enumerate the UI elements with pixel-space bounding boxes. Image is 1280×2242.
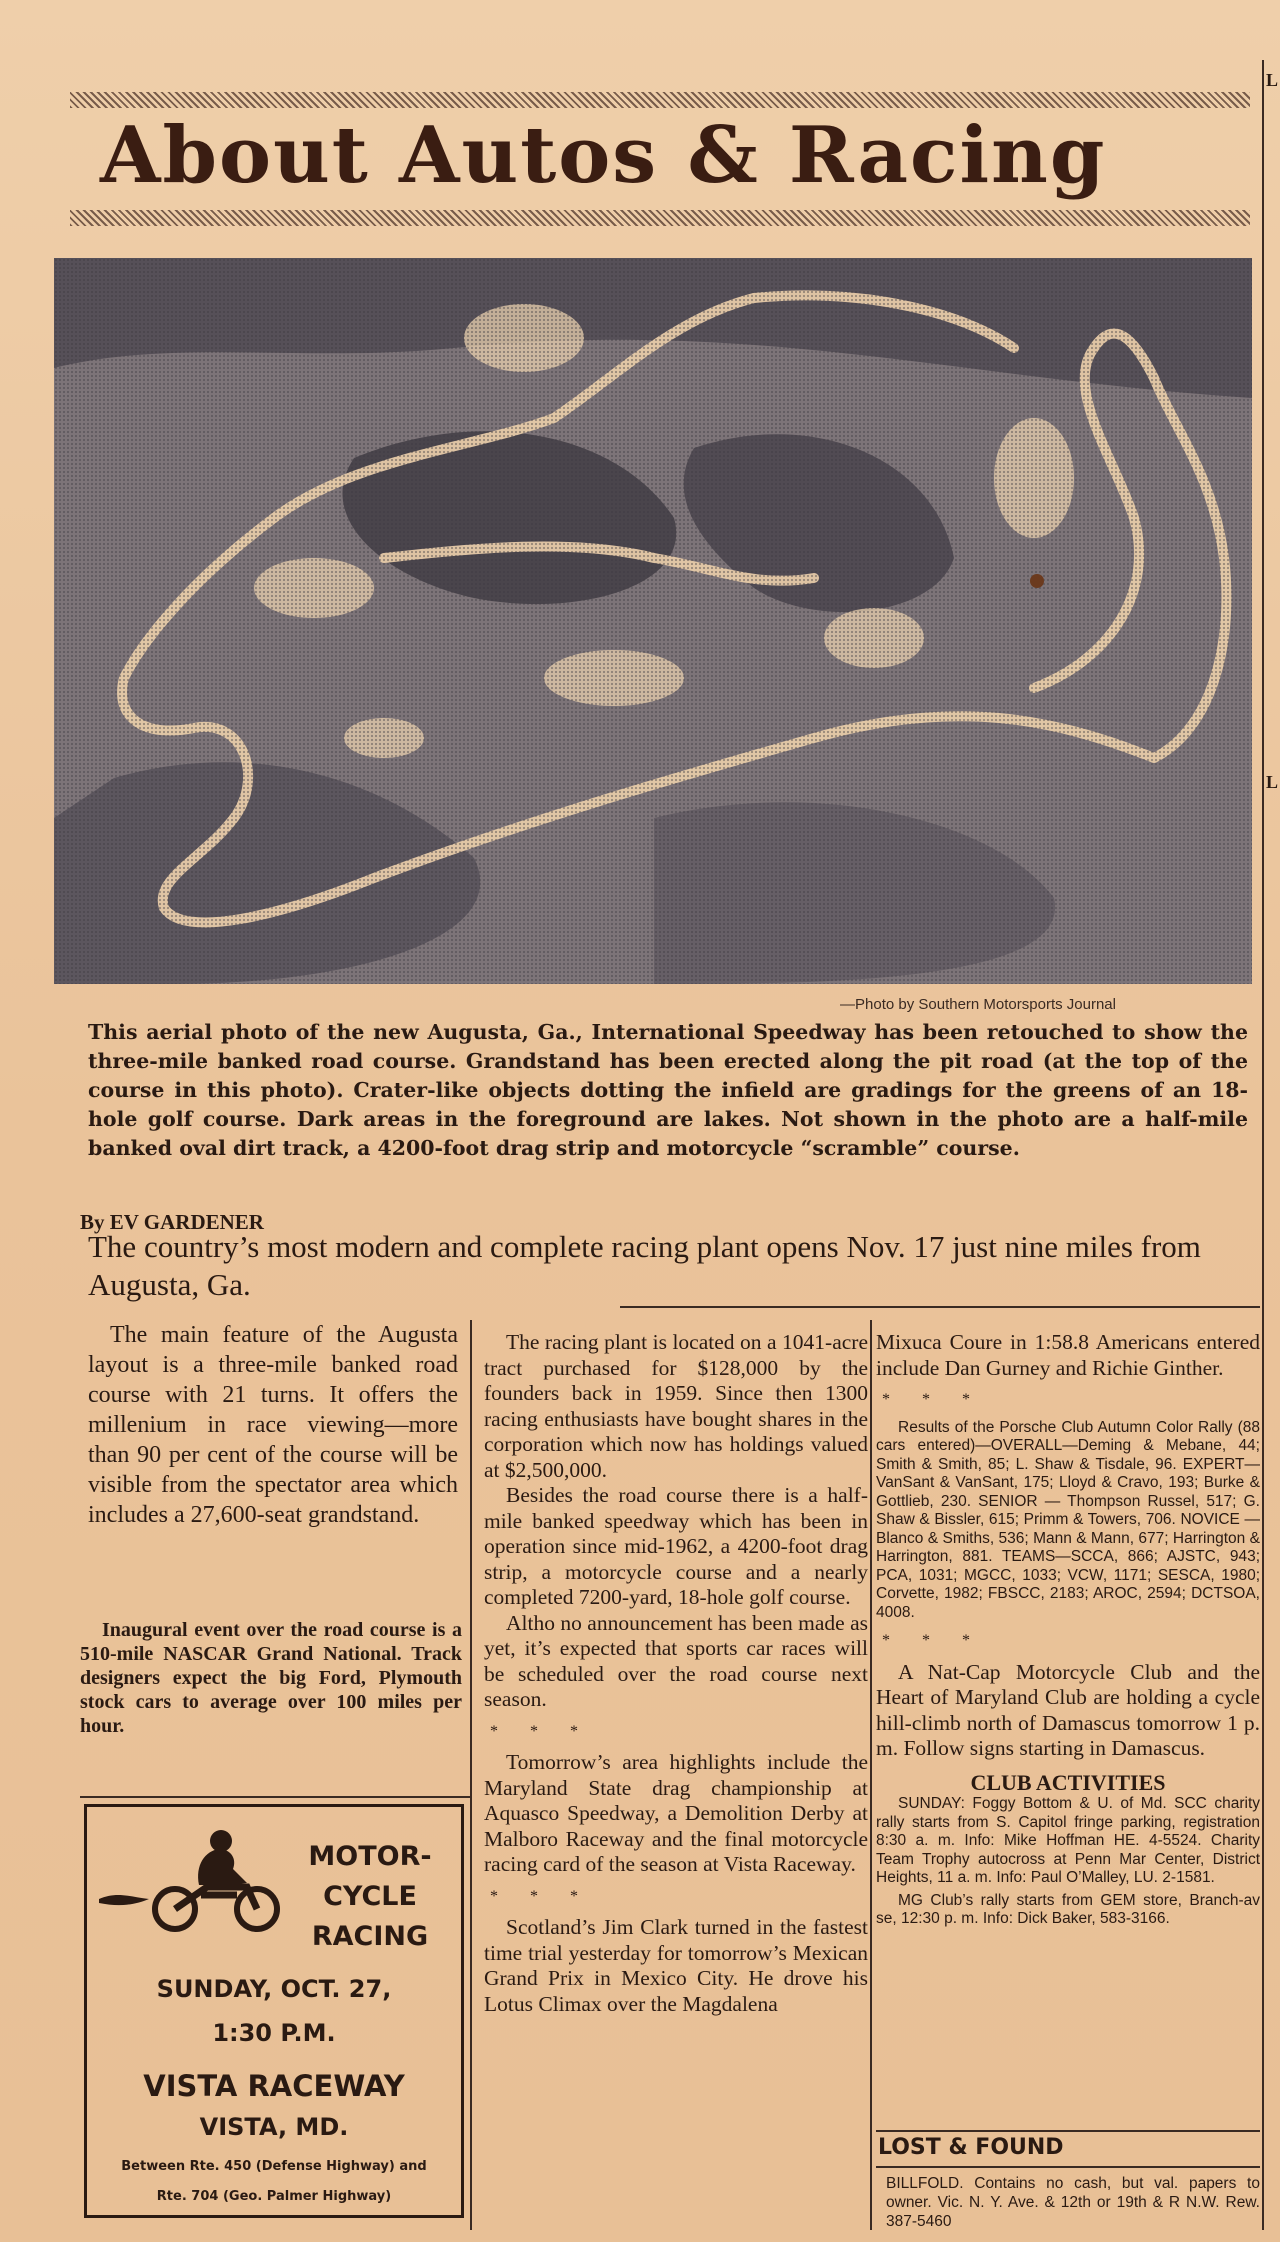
ad-title-line-2: CYCLE [323, 1881, 417, 1912]
ad-top-rule [80, 1796, 470, 1798]
article-headline: The country’s most modern and complete racing plant opens Nov. 17 just nine miles from Augusta, Ga. [88, 1229, 1201, 1302]
edge-letter-2: L [1266, 772, 1279, 792]
col2-paragraph-1: The racing plant is located on a 1041-acre tract purchased for $128,000 by the founders back in 1959. Since then 1300 racing enthusiasts have bought shares in the corporation which now has holdings valued at $2,500,000. [484, 1330, 868, 1482]
col3-paragraph-2: A Nat-Cap Motorcycle Club and the Heart of Maryland Club are holding a cycle hill-climb north of Damascus tomorrow 1 p. m. Follow signs starting in Damascus. [876, 1659, 1260, 1760]
col3-separator-2: * * * [882, 1632, 984, 1649]
col3-paragraph-1: Mixuca Coure in 1:58.8 Americans entered include Dan Gurney and Richie Ginther. [876, 1330, 1260, 1380]
ad-title-line-3: RACING [311, 1921, 429, 1952]
column-2 [484, 1330, 868, 2017]
col2-paragraph-4: Tomorrow’s area highlights include the Maryland State drag championship at Aquasco Speedway, a Demolition Derby at Malboro Raceway and the final motorcycle racing card of the season at Vista Raceway. [484, 1750, 868, 1876]
motorcycle-racing-ad [84, 1804, 464, 2218]
lost-found-heading: LOST & FOUND [878, 2135, 1064, 2160]
aerial-photo [54, 258, 1252, 984]
col2-paragraph-3: Altho no announcement has been made as yet, it’s expected that sports car races will be scheduled over the road course next season. [484, 1610, 868, 1711]
ad-title [295, 1837, 445, 1957]
ad-venue: VISTA RACEWAY [143, 2069, 405, 2103]
top-hatch-rule [70, 92, 1250, 108]
lost-found-rule [876, 2166, 1260, 2168]
ad-title-line-1: MOTOR- [308, 1841, 432, 1872]
column-rule-1 [470, 1320, 472, 2230]
column-3 [876, 1330, 1260, 1929]
col2-paragraph-2: Besides the road course there is a half-mile banked speedway which has been in operation since mid-1962, a 4200-foot drag strip, a motorcycle course and a nearly completed 7200-yard, 18-hole golf course. [484, 1483, 868, 1609]
col1-paragraph-1: The main feature of the Augusta layout is a three-mile banked road course with 21 turns. It offers the millenium in race viewing—more than 90 per cent of the course will be visible from the spectator area which includes a 27,600-seat grandstand. [88, 1322, 458, 1528]
aerial-photo-drawing [54, 258, 1252, 984]
col2-separator-2: * * * [490, 1887, 592, 1905]
byline: By EV GARDENER [80, 1210, 264, 1234]
porsche-rally-results: Results of the Porsche Club Autumn Color Rally (88 cars entered)—OVERALL—Deming & Mebane, 44; Smith & Smith, 85; L. Shaw & Tisdale, 96. EXPERT—VanSant & VanSant, 175; Lloyd & Cravo, 193; Burke & Gottlieb, 230. SENIOR — Thompson Russel, 517; G. Shaw & Bissler, 615; Primm & Towers, 706. NOVICE — Blanco & Smiths, 536; Mann & Mann, 677; Harrington & Harrington, 881. TEAMS—SCCA, 866; AJSTC, 943; PCA, 1031; MGCC, 1033; VCW, 1171; SESCA, 1980; Corvette, 1982; FBSCC, 2183; AROC, 2594; DCTSOA, 4008. [876, 1418, 1260, 1621]
column-1 [88, 1320, 458, 1530]
ad-directions-2: Rte. 704 (Geo. Palmer Highway) [156, 2189, 392, 2204]
column-1-bold [80, 1618, 462, 1738]
lost-found-top-rule [876, 2130, 1260, 2132]
photo-caption: This aerial photo of the new Augusta, Ga., International Speedway has been retouched to show the three-mile banked road course. Grandstand has been erected along the pit road (at the top of the course in this photo). Crater-like objects dotting the infield are gradings for the greens of an 18-hole golf course. Dark areas in the foreground are lakes. Not shown in the photo are a half-mile banked oval dirt track, a 4200-foot drag strip and motorcycle “scramble” course. [88, 1020, 1248, 1160]
lost-found-ad: BILLFOLD. Contains no cash, but val. papers to owner. Vic. N. Y. Ave. & 12th or 19th & R N.W. Rew. 387-5460 [886, 2175, 1260, 2230]
club-activities-item-1: SUNDAY: Foggy Bottom & U. of Md. SCC charity rally starts from S. Capitol fringe parking, registration 8:30 a. m. Info: Mike Hoffman HE. 4-5524. Charity Team Trophy autocross at Penn Mar Center, District Heights, 11 a. m. Info: Paul O’Malley, LU. 2-1581. [876, 1795, 1260, 1886]
adjacent-column-edge [1262, 60, 1278, 2230]
ad-town: VISTA, MD. [199, 2113, 349, 2141]
ad-directions-1: Between Rte. 450 (Defense Highway) and [121, 2159, 427, 2174]
ad-date: SUNDAY, OCT. 27, [156, 1975, 392, 2003]
col1-paragraph-2: Inaugural event over the road course is a 510-mile NASCAR Grand National. Track designers expect the big Ford, Plymouth stock cars to average over 100 miles per hour. [80, 1619, 462, 1737]
bottom-hatch-rule [70, 210, 1250, 226]
motorcycle-rider-icon [97, 1825, 287, 1935]
club-activities-heading: CLUB ACTIVITIES [970, 1769, 1166, 1795]
club-activities-item-2: MG Club’s rally starts from GEM store, Branch-av se, 12:30 p. m. Info: Dick Baker, 583-3166. [876, 1891, 1260, 1927]
masthead: About Autos & Racing [100, 110, 1107, 201]
col2-separator-1: * * * [490, 1722, 592, 1740]
edge-letter-1: L [1266, 70, 1279, 90]
col3-separator-1: * * * [882, 1391, 984, 1408]
column-rule-2 [870, 1320, 872, 2230]
photo-credit: —Photo by Southern Motorsports Journal [840, 996, 1116, 1013]
headline-rule [620, 1306, 1260, 1308]
ad-time: 1:30 P.M. [212, 2019, 336, 2047]
col2-paragraph-5: Scotland’s Jim Clark turned in the fastest time trial yesterday for tomorrow’s Mexican Grand Prix in Mexico City. He drove his Lotus Climax over the Magdalena [484, 1915, 868, 2016]
